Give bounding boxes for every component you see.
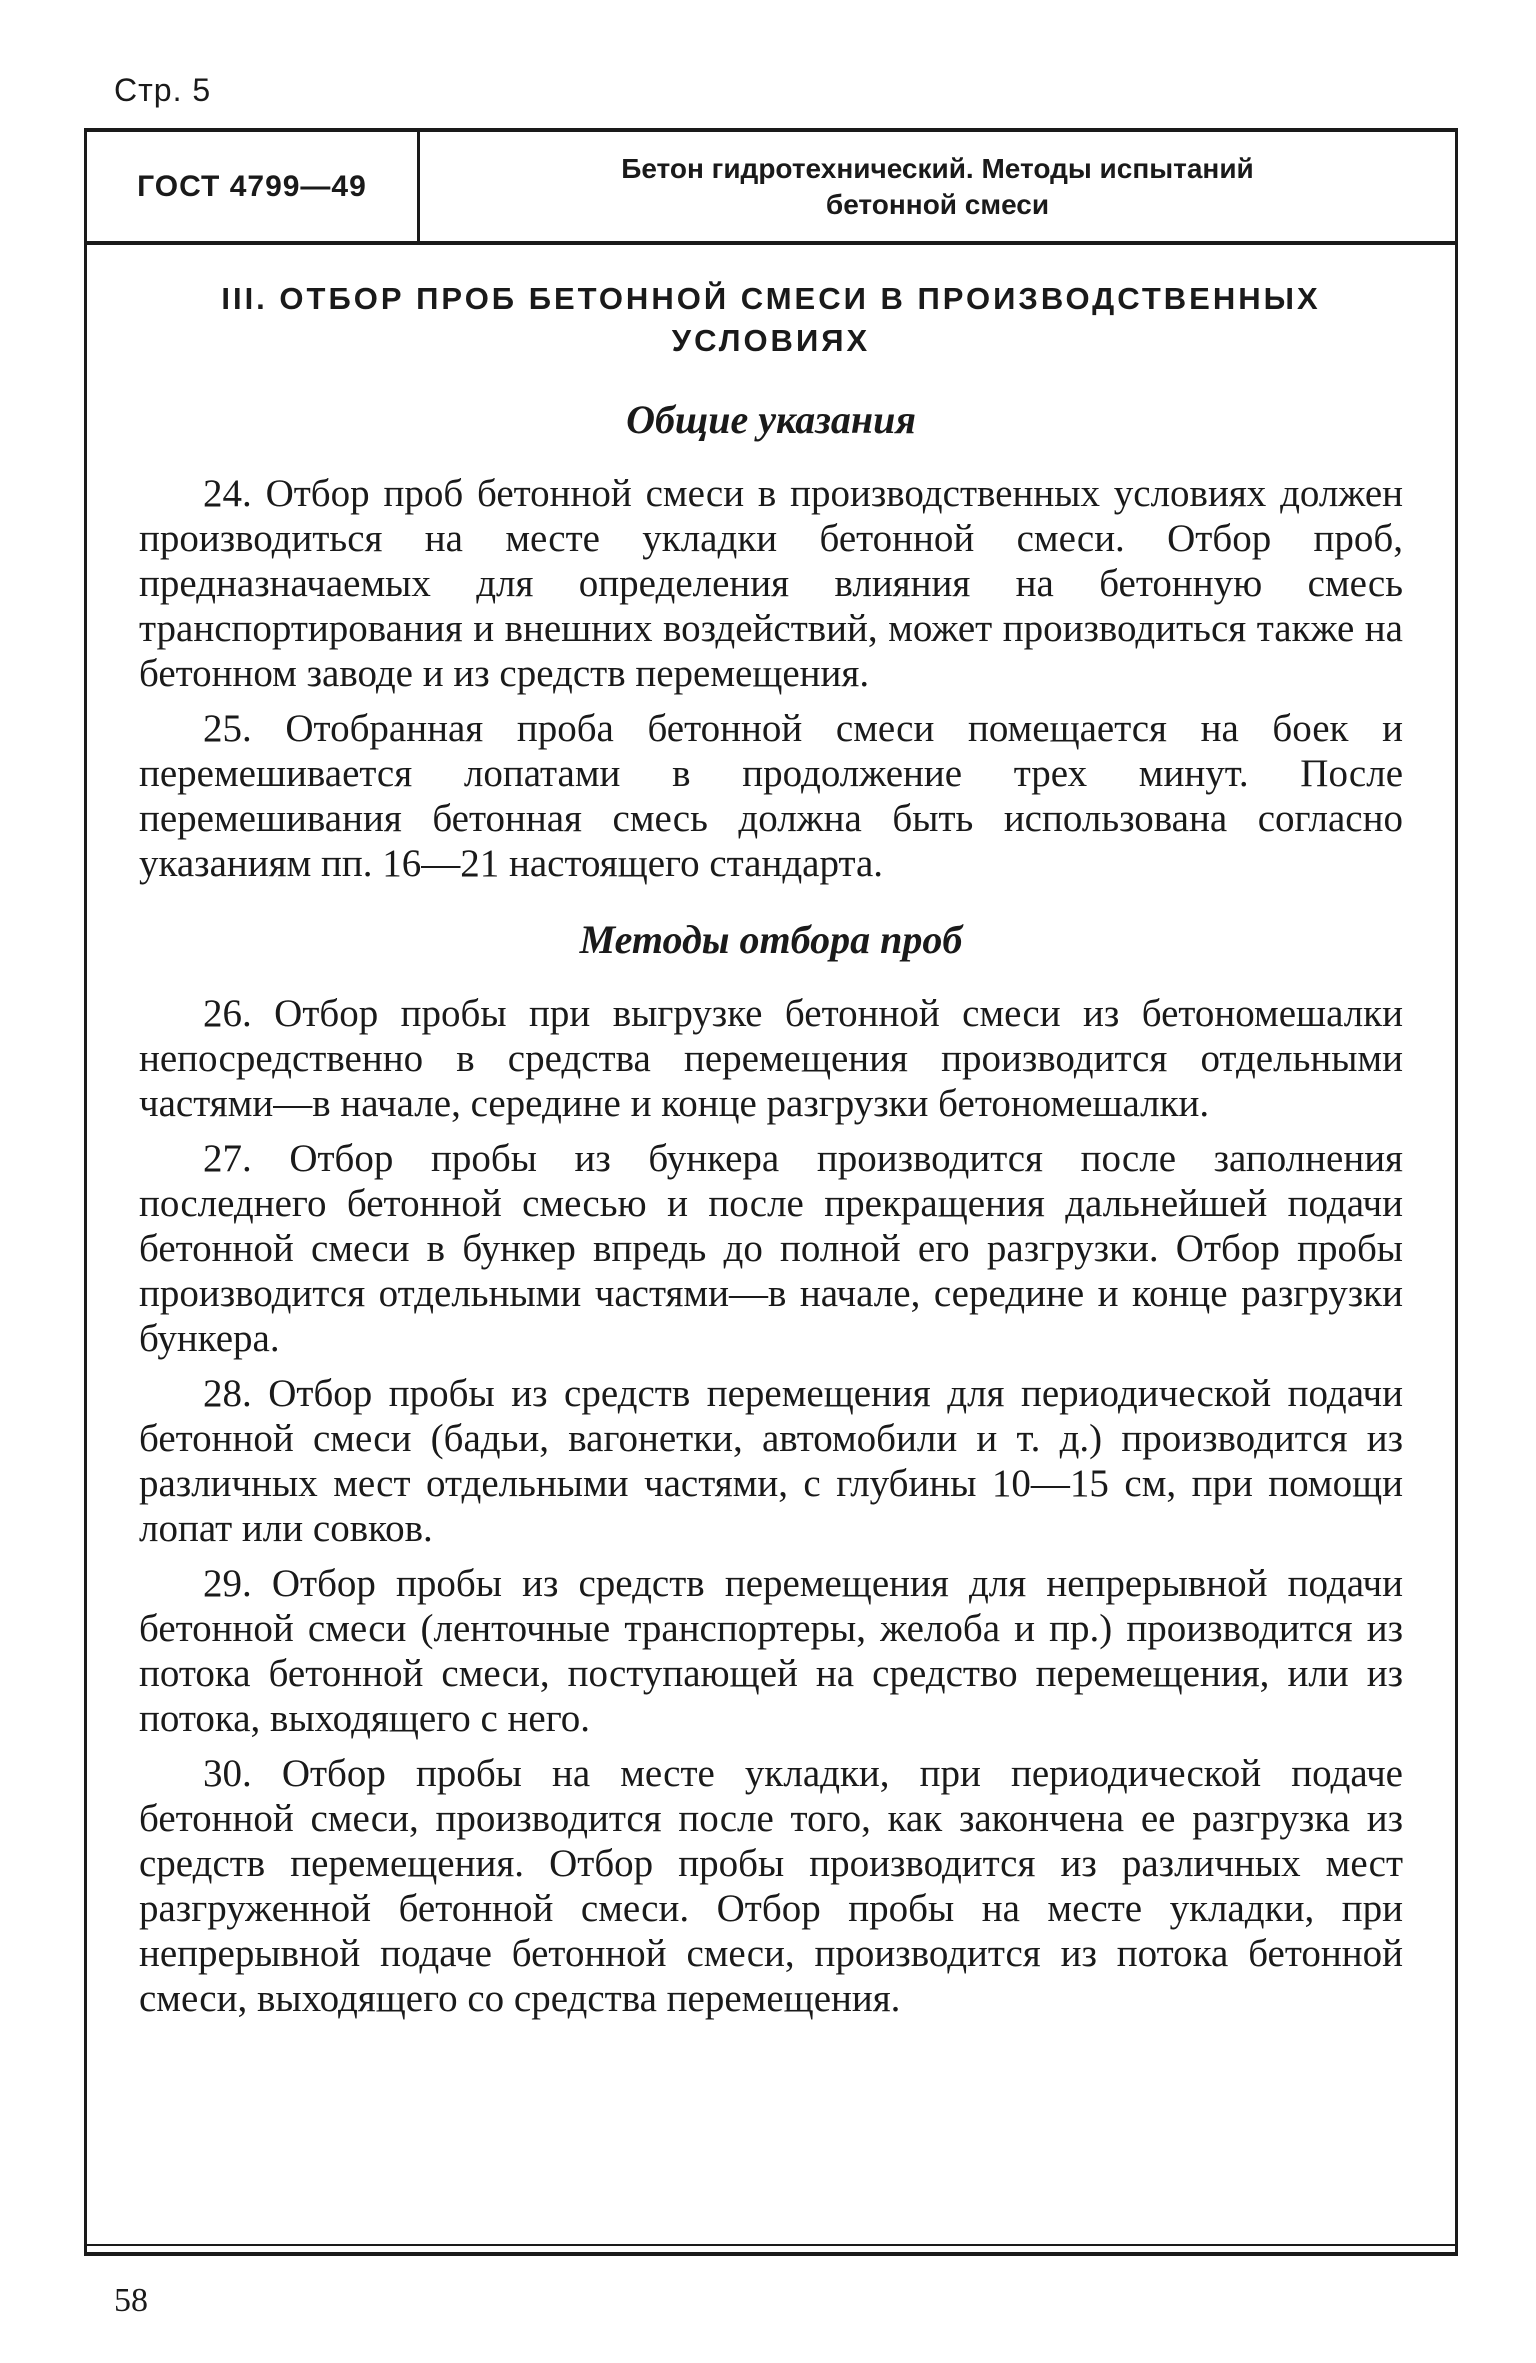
- standard-code-cell: [87, 132, 420, 241]
- paragraph-27: 27. Отбор пробы из бункера производится после заполнения последнего бетонной смесью и после прекращения дальнейшей подачи бетонной смеси в бункер впредь до полной его разгрузки. Отбор пробы производится отдельными частями—в начале, середине и конце разгрузки бункера.: [139, 1137, 1403, 1360]
- bottom-thin-rule: [84, 2244, 1458, 2246]
- bottom-rule: [84, 2252, 1458, 2256]
- page-label: Стр. 5: [114, 72, 212, 108]
- subsection-heading: Методы отбора проб: [579, 917, 963, 962]
- section-title-line-1: III. ОТБОР ПРОБ БЕТОННОЙ СМЕСИ В ПРОИЗВОДСТВЕННЫХ: [221, 281, 1321, 316]
- header-rule: [84, 241, 1458, 245]
- standard-title-cell: [420, 132, 1455, 241]
- page-body: [139, 278, 1403, 2021]
- paragraph-25: 25. Отобранная проба бетонной смеси помещается на боек и перемешивается лопатами в продолжение трех минут. После перемешивания бетонная смесь должна быть использована согласно указаниям пп. 16—21 настоящего стандарта.: [139, 707, 1403, 885]
- standard-code: ГОСТ 4799—49: [137, 169, 367, 203]
- standard-title-line-2: бетонной смеси: [825, 188, 1050, 220]
- paragraph-30: 30. Отбор пробы на месте укладки, при периодической подаче бетонной смеси, производится после того, как закончена ее разгрузка из средств перемещения. Отбор пробы производится из различных мест разгруженной бетонной смеси. Отбор пробы на месте укладки, при непрерывной подаче бетонной смеси, производится из потока бетонной смеси, выходящего со средства перемещения.: [139, 1752, 1403, 2020]
- subsection-heading: Общие указания: [626, 397, 916, 442]
- document-frame: [84, 128, 1458, 2256]
- paragraph-26: 26. Отбор пробы при выгрузке бетонной смеси из бетономешалки непосредственно в средства перемещения производится отдельными частями—в начале, середине и конце разгрузки бетономешалки.: [139, 992, 1403, 1125]
- page-number: 58: [114, 2282, 148, 2319]
- paragraph-29: 29. Отбор пробы из средств перемещения для непрерывной подачи бетонной смеси (ленточные транспортеры, желоба и пр.) производится из потока бетонной смеси, поступающей на средство перемещения, или из потока, выходящего с него.: [139, 1562, 1403, 1740]
- section-title-line-2: УСЛОВИЯХ: [671, 323, 871, 358]
- paragraph-24: 24. Отбор проб бетонной смеси в производственных условиях должен производиться на месте укладки бетонной смеси. Отбор проб, предназначаемых для определения влияния на бетонную смесь транспортирования и внешних воздействий, может производиться также на бетонном заводе и из средств перемещения.: [139, 472, 1403, 695]
- paragraph-28: 28. Отбор пробы из средств перемещения для периодической подачи бетонной смеси (бадьи, вагонетки, автомобили и т. д.) производится из различных мест отдельными частями, с глубины 10—15 см, при помощи лопат или совков.: [139, 1372, 1403, 1550]
- section-title: [139, 278, 1403, 362]
- standard-title-line-1: Бетон гидротехнический. Методы испытаний: [621, 152, 1254, 184]
